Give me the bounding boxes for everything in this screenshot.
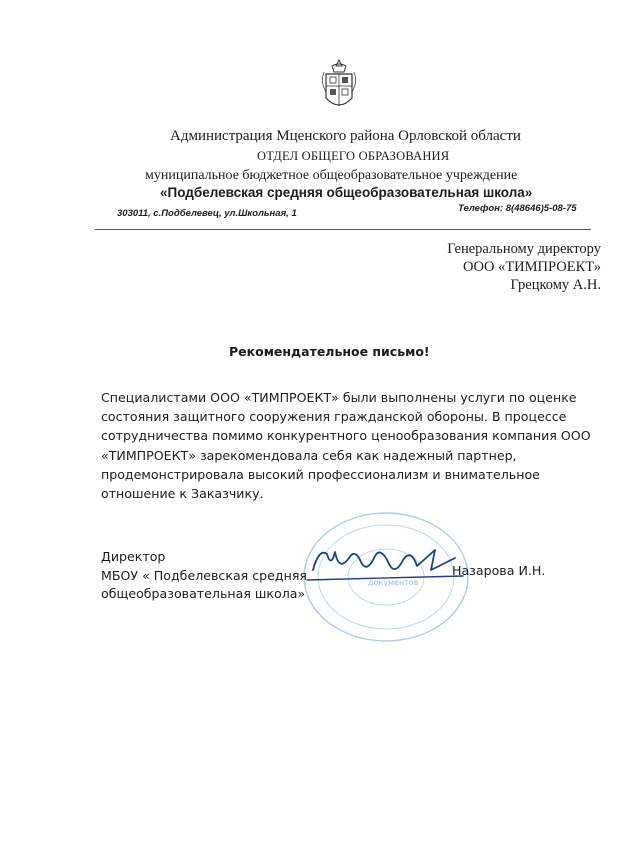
body-line: состояния защитного сооружения гражданской обороны. В процессе (101, 409, 567, 425)
addressee-line: ООО «ТИМПРОЕКТ» (463, 259, 601, 275)
body-line: продемонстрировала высокий профессионализм и внимательное (101, 466, 540, 482)
header-phone: Телефон: 8(48646)5-08-75 (458, 203, 577, 214)
header-address: 303011, с.Подбелевец, ул.Школьная, 1 (117, 208, 297, 219)
body-line: сотрудничества помимо конкурентного ценообразования компания ООО (101, 428, 591, 444)
stamp-text: документов (368, 578, 419, 587)
body-line: «ТИМПРОЕКТ» зарекомендовала себя как надежный партнер, (101, 447, 517, 463)
signatory-line: МБОУ « Подбелевская средняя (101, 567, 308, 583)
addressee-line: Грецкому А.Н. (510, 277, 601, 293)
header-administration: Администрация Мценского района Орловской области (170, 128, 521, 144)
signatory-position (101, 548, 307, 604)
addressee-line: Генеральному директору (447, 241, 601, 257)
header-institution-type: муниципальное бюджетное общеобразовательное учреждение (145, 168, 518, 183)
signatory-line: Директор (101, 549, 166, 564)
signatory-name: Назарова И.Н. (452, 563, 546, 578)
body-line: отношение к Заказчику. (101, 486, 264, 502)
header-divider (95, 229, 591, 230)
letter-body (101, 388, 601, 503)
header-school-name: «Подбелевская средняя общеобразовательная школа» (160, 185, 533, 200)
signatory-line: общеобразовательная школа» (101, 586, 306, 601)
coat-of-arms-icon (320, 58, 358, 120)
addressee-block (380, 240, 601, 294)
body-line: Специалистами ООО «ТИМПРОЕКТ» были выполнены услуги по оценке (101, 390, 577, 405)
handwritten-signature (305, 540, 465, 586)
header-department: ОТДЕЛ ОБЩЕГО ОБРАЗОВАНИЯ (257, 149, 450, 163)
letter-title: Рекомендательное письмо! (229, 344, 430, 359)
